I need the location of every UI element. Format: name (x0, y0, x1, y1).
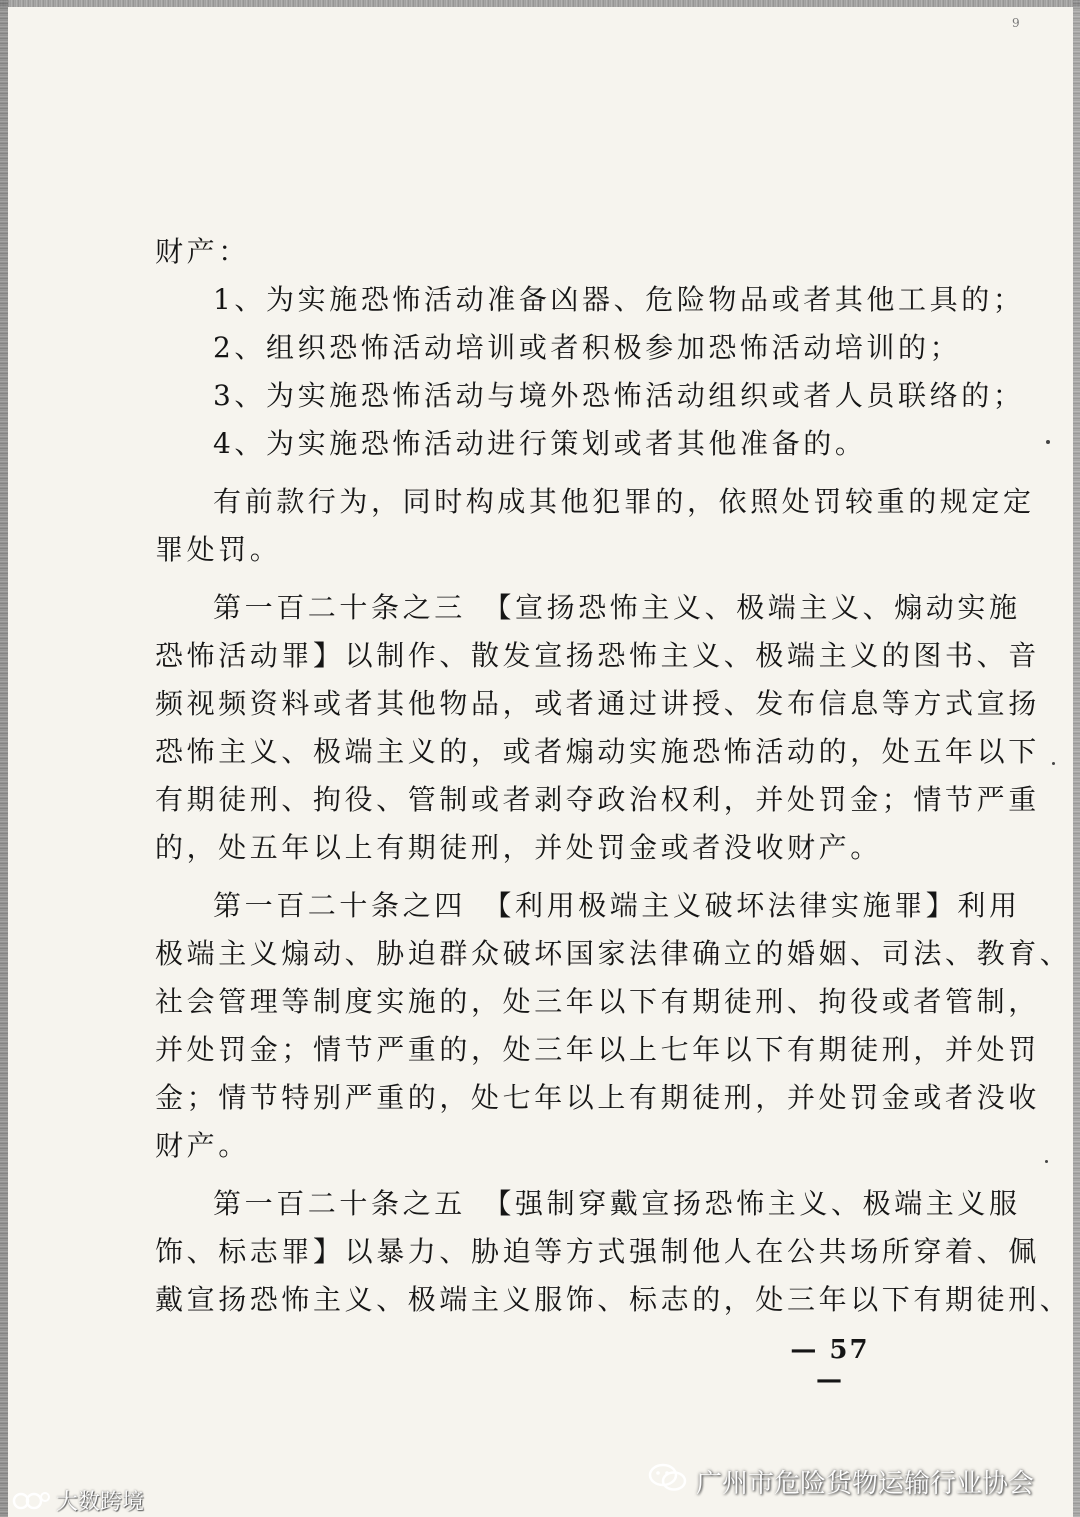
list-item-line: 4、为实施恐怖活动进行策划或者其他准备的。 (213, 427, 867, 460)
paragraph-gap (155, 1170, 935, 1180)
brand-logo-icon (12, 1490, 52, 1512)
text-line: 第一百二十条之三 【宣扬恐怖主义、极端主义、煽动实施 (213, 591, 1021, 624)
watermark-left-text: 大数跨境 (56, 1490, 145, 1515)
text-line: 戴宣扬恐怖主义、极端主义服饰、标志的，处三年以下有期徒刑、 (155, 1283, 1072, 1316)
text-line: 金；情节特别严重的，处七年以上有期徒刑，并处罚金或者没收 (155, 1081, 1040, 1114)
list-item-line: 1、为实施恐怖活动准备凶器、危险物品或者其他工具的； (213, 283, 1025, 316)
scan-edge-left (0, 0, 8, 1517)
text-line: 社会管理等制度实施的，处三年以下有期徒刑、拘役或者管制， (155, 985, 1040, 1018)
text-line: 财产。 (155, 1129, 250, 1162)
scan-edge-right (1073, 0, 1080, 1517)
document-body (155, 228, 1072, 1324)
watermark-right-text: 广州市危险货物运输行业协会 (696, 1469, 1035, 1499)
text-line: 第一百二十条之五 【强制穿戴宣扬恐怖主义、极端主义服 (213, 1187, 1021, 1220)
text-line: 恐怖活动罪】以制作、散发宣扬恐怖主义、极端主义的图书、音 (155, 639, 1040, 672)
text-line: 频视频资料或者其他物品，或者通过讲授、发布信息等方式宣扬 (155, 687, 1040, 720)
text-line: 第一百二十条之四 【利用极端主义破坏法律实施罪】利用 (213, 889, 1021, 922)
list-item-line: 2、组织恐怖活动培训或者积极参加恐怖活动培训的； (213, 331, 962, 364)
watermark-right (648, 1462, 1034, 1501)
text-line: 并处罚金；情节严重的，处三年以上七年以下有期徒刑，并处罚 (155, 1033, 1040, 1066)
text-line: 极端主义煽动、胁迫群众破坏国家法律确立的婚姻、司法、教育、 (155, 937, 1072, 970)
paragraph-gap (155, 872, 935, 882)
text-line: 饰、标志罪】以暴力、胁迫等方式强制他人在公共场所穿着、佩 (155, 1235, 1040, 1268)
text-line: 的，处五年以上有期徒刑，并处罚金或者没收财产。 (155, 831, 882, 864)
wechat-icon (648, 1462, 688, 1501)
watermark-left (12, 1485, 144, 1516)
paragraph-gap (155, 574, 935, 584)
page-number: — 57 — (790, 1335, 870, 1395)
scan-speck (1045, 1160, 1048, 1163)
scan-speck (1046, 440, 1050, 444)
text-line: 罪处罚。 (155, 533, 282, 566)
text-line: 有前款行为，同时构成其他犯罪的，依照处罚较重的规定定 (213, 485, 1035, 518)
list-item-line: 3、为实施恐怖活动与境外恐怖活动组织或者人员联络的； (213, 379, 1025, 412)
text-line: 财产： (155, 235, 250, 268)
corner-mark: 9 (1012, 16, 1020, 30)
scan-speck (1052, 762, 1055, 765)
text-line: 恐怖主义、极端主义的，或者煽动实施恐怖活动的，处五年以下 (155, 735, 1040, 768)
scan-edge-top (0, 0, 1080, 7)
text-line: 有期徒刑、拘役、管制或者剥夺政治权利，并处罚金；情节严重 (155, 783, 1040, 816)
paragraph-gap (155, 468, 935, 478)
